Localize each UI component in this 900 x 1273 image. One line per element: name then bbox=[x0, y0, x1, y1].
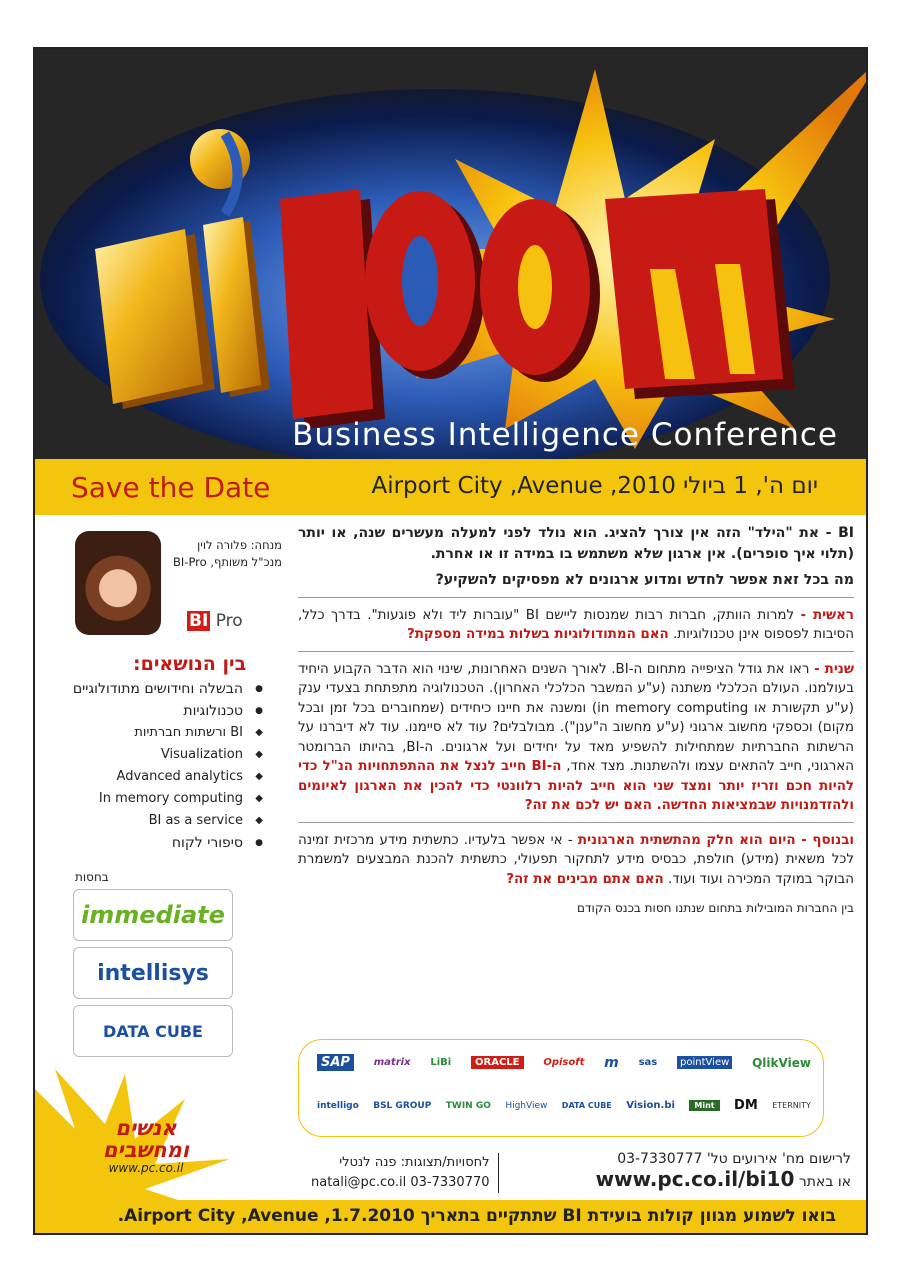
m-logo: m bbox=[604, 1054, 619, 1071]
datacube-logo: DATA CUBE bbox=[561, 1101, 612, 1110]
registration-info bbox=[596, 1149, 851, 1192]
hero-banner bbox=[35, 49, 866, 459]
paragraph-first-body: למרות הוותק, חברות רבות שמנסות ליישם BI "עוברות ליד ולא פוגעות". בדרך כלל, הסיבות לפספוס אינן טכנולוגיות. bbox=[298, 607, 854, 642]
highview-logo: HighView bbox=[505, 1100, 548, 1111]
host-title: מנכ"ל משותף, BI-Pro bbox=[173, 555, 282, 569]
sponsorship-contact bbox=[311, 1153, 499, 1193]
divider bbox=[298, 822, 854, 823]
topic-item: ● הבשלה וחידושים מתודולוגיים bbox=[63, 680, 263, 698]
sponsor-intellisys-logo: intellisys bbox=[73, 947, 233, 999]
closing-invitation: בואו לשמוע מגוון קולות בועידת BI שתתקיים בתאריך 1.7.2010, Airport City ,Avenue. bbox=[117, 1206, 836, 1226]
oracle-logo: ORACLE bbox=[471, 1056, 523, 1069]
conference-subtitle: Business Intelligence Conference bbox=[292, 417, 838, 453]
twingo-logo: TWIN GO bbox=[445, 1100, 491, 1111]
publisher-name-line1: אנשים bbox=[115, 1116, 177, 1140]
publisher-logo bbox=[101, 1117, 191, 1175]
conference-flyer bbox=[33, 47, 868, 1235]
companies-caption: בין החברות המובילות בתחום שנתנו חסות בכנס הקודם bbox=[577, 901, 854, 915]
topics-title: בין הנושאים: bbox=[133, 653, 247, 675]
article-intro: BI - את "הילד" הזה אין צורך להציג. הוא נולד לפני למעלה מעשרים שנה, או יותר (תלוי איך סופרים). אין ארגון שלא משתמש בו במידה זו או אחרת. bbox=[298, 525, 854, 562]
paragraph-second-lead: שנית - bbox=[814, 661, 854, 677]
bi-pro-logo-bi: BI bbox=[189, 611, 209, 631]
paragraph-second bbox=[298, 660, 854, 816]
bsl-logo: BSL GROUP bbox=[373, 1100, 432, 1111]
qlikview-logo: QlikView bbox=[752, 1055, 811, 1070]
paragraph-first bbox=[298, 606, 854, 645]
topic-subitem: ◆ Visualization bbox=[63, 746, 263, 764]
registration-site-line bbox=[596, 1169, 851, 1192]
visionbi-logo: Vision.bi bbox=[626, 1100, 675, 1111]
registration-phone: לרישום מח' אירועים טל' 03-7330777 bbox=[617, 1151, 851, 1167]
publisher-url[interactable]: www.pc.co.il bbox=[108, 1161, 184, 1175]
intelligo-logo: intelligo bbox=[317, 1100, 359, 1111]
topic-subitem: ◆ In memory computing bbox=[63, 790, 263, 808]
paragraph-third bbox=[298, 831, 854, 890]
eternity-logo: ETERNITY bbox=[772, 1101, 811, 1110]
bottom-bar bbox=[35, 1200, 866, 1235]
partner-logos bbox=[298, 1039, 824, 1137]
pointview-logo: pointView bbox=[677, 1056, 732, 1069]
hero-art bbox=[35, 49, 866, 459]
host-info bbox=[170, 537, 282, 571]
host-photo bbox=[75, 531, 161, 635]
topic-subitem: ◆ BI ורשתות חברתיות bbox=[63, 724, 263, 742]
sap-logo: SAP bbox=[317, 1054, 354, 1071]
event-date: יום ה', 1 ביולי 2010, Airport City ,Avenue bbox=[371, 473, 818, 499]
sponsors-title: בחסות bbox=[75, 870, 109, 884]
opisoft-logo: Opisoft bbox=[543, 1057, 585, 1068]
contact-section bbox=[311, 1149, 851, 1201]
date-bar bbox=[35, 459, 866, 515]
registration-site-prefix: או באתר bbox=[798, 1174, 851, 1190]
sponsorship-contact-name: לחסויות/תצוגות: פנה לנטלי bbox=[339, 1155, 490, 1170]
dm-logo: DM bbox=[734, 1098, 758, 1113]
logo-row bbox=[317, 1054, 811, 1071]
topic-item: ● טכנולוגיות bbox=[63, 702, 263, 720]
sponsor-immediate-logo: immediate bbox=[73, 889, 233, 941]
mint-logo: Mint bbox=[689, 1100, 719, 1111]
host-name: מנחה: פלורה לוין bbox=[197, 538, 282, 552]
divider bbox=[298, 597, 854, 598]
paragraph-first-highlight: האם המתודולוגיות בשלות במידה מספקת? bbox=[406, 627, 669, 642]
bi-pro-logo bbox=[187, 611, 243, 631]
topics-list bbox=[63, 680, 263, 856]
matrix-logo: matrix bbox=[373, 1057, 411, 1068]
libi-logo: LiBi bbox=[430, 1057, 452, 1068]
publisher-name-line2: ומחשבים bbox=[102, 1138, 190, 1162]
paragraph-second-body: ראו את גודל הציפייה מתחום ה-BI. לאורך השנים האחרונות, שינוי הוא הדבר הקבוע היחיד בעולמנו. העולם הכלכלי משתנה (ע"ע המשבר הכלכלי האחרון). הטכנולוגיה מתפתחת בצעדי ענק (ע"ע תקשורת או in memory computing) ומשנה את חיינו כיחידים (שמחוברים בכל זמן ובכל מקום) וכספקי מחשוב ארגוני (ע"ע מחשוב ה"ענן"). מבולבלים? עוד לא סיימנו. עוד לא דיברנו על הרשתות החברתיות שמתחילות להשפיע מאד על יחידים ועל ארגונים. ה-BI, בהיותו הברומטר הארגוני, חייב להתאים עצמו ולהשתנות. מצד אחד, bbox=[298, 661, 855, 774]
paragraph-third-body: - אי אפשר בלעדיו. כתשתית מידע מרכזית זמינה לכל משאית (מידע) חולפת, כבסיס מידע לתחקור תפעולי, כתשתית להכנת המבצעים למשמרת הבוקר במוקד המכירה ועוד ועוד. bbox=[298, 832, 854, 887]
sponsorship-contact-email[interactable]: natali@pc.co.il 03-7330770 bbox=[311, 1175, 490, 1190]
paragraph-second-highlight: ה-BI חייב לנצל את ההתפתחויות הנ"ל כדי להיות חכם וזריז יותר ומצד שני הוא חייב להיות רלוונטי כדי להכין את הארגון לאיומים ולהזדמנויות שבמציאות החדשה. האם יש לכם את זה? bbox=[298, 759, 854, 813]
sponsor-datacube-logo: DATA CUBE bbox=[73, 1005, 233, 1057]
bi-pro-logo-pro: Pro bbox=[215, 611, 243, 631]
paragraph-third-highlight: האם אתם מבינים את זה? bbox=[506, 871, 664, 887]
sas-logo: sas bbox=[638, 1057, 658, 1068]
paragraph-first-lead: ראשית - bbox=[800, 607, 854, 623]
topic-subitem: ◆ Advanced analytics bbox=[63, 768, 263, 786]
save-the-date: Save the Date bbox=[71, 471, 271, 504]
registration-url-link[interactable]: www.pc.co.il/bi10 bbox=[595, 1167, 795, 1191]
article-question: מה בכל זאת אפשר לחדש ומדוע ארגונים לא מפסיקים להשקיע? bbox=[435, 572, 854, 588]
paragraph-third-lead: ובנוסף - היום הוא חלק מהתשתית הארגונית bbox=[577, 832, 854, 848]
divider bbox=[298, 651, 854, 652]
article bbox=[298, 523, 854, 925]
logo-row bbox=[317, 1098, 811, 1113]
topic-item: ● סיפורי לקוח bbox=[63, 834, 263, 852]
topic-subitem: ◆ BI as a service bbox=[63, 812, 263, 830]
